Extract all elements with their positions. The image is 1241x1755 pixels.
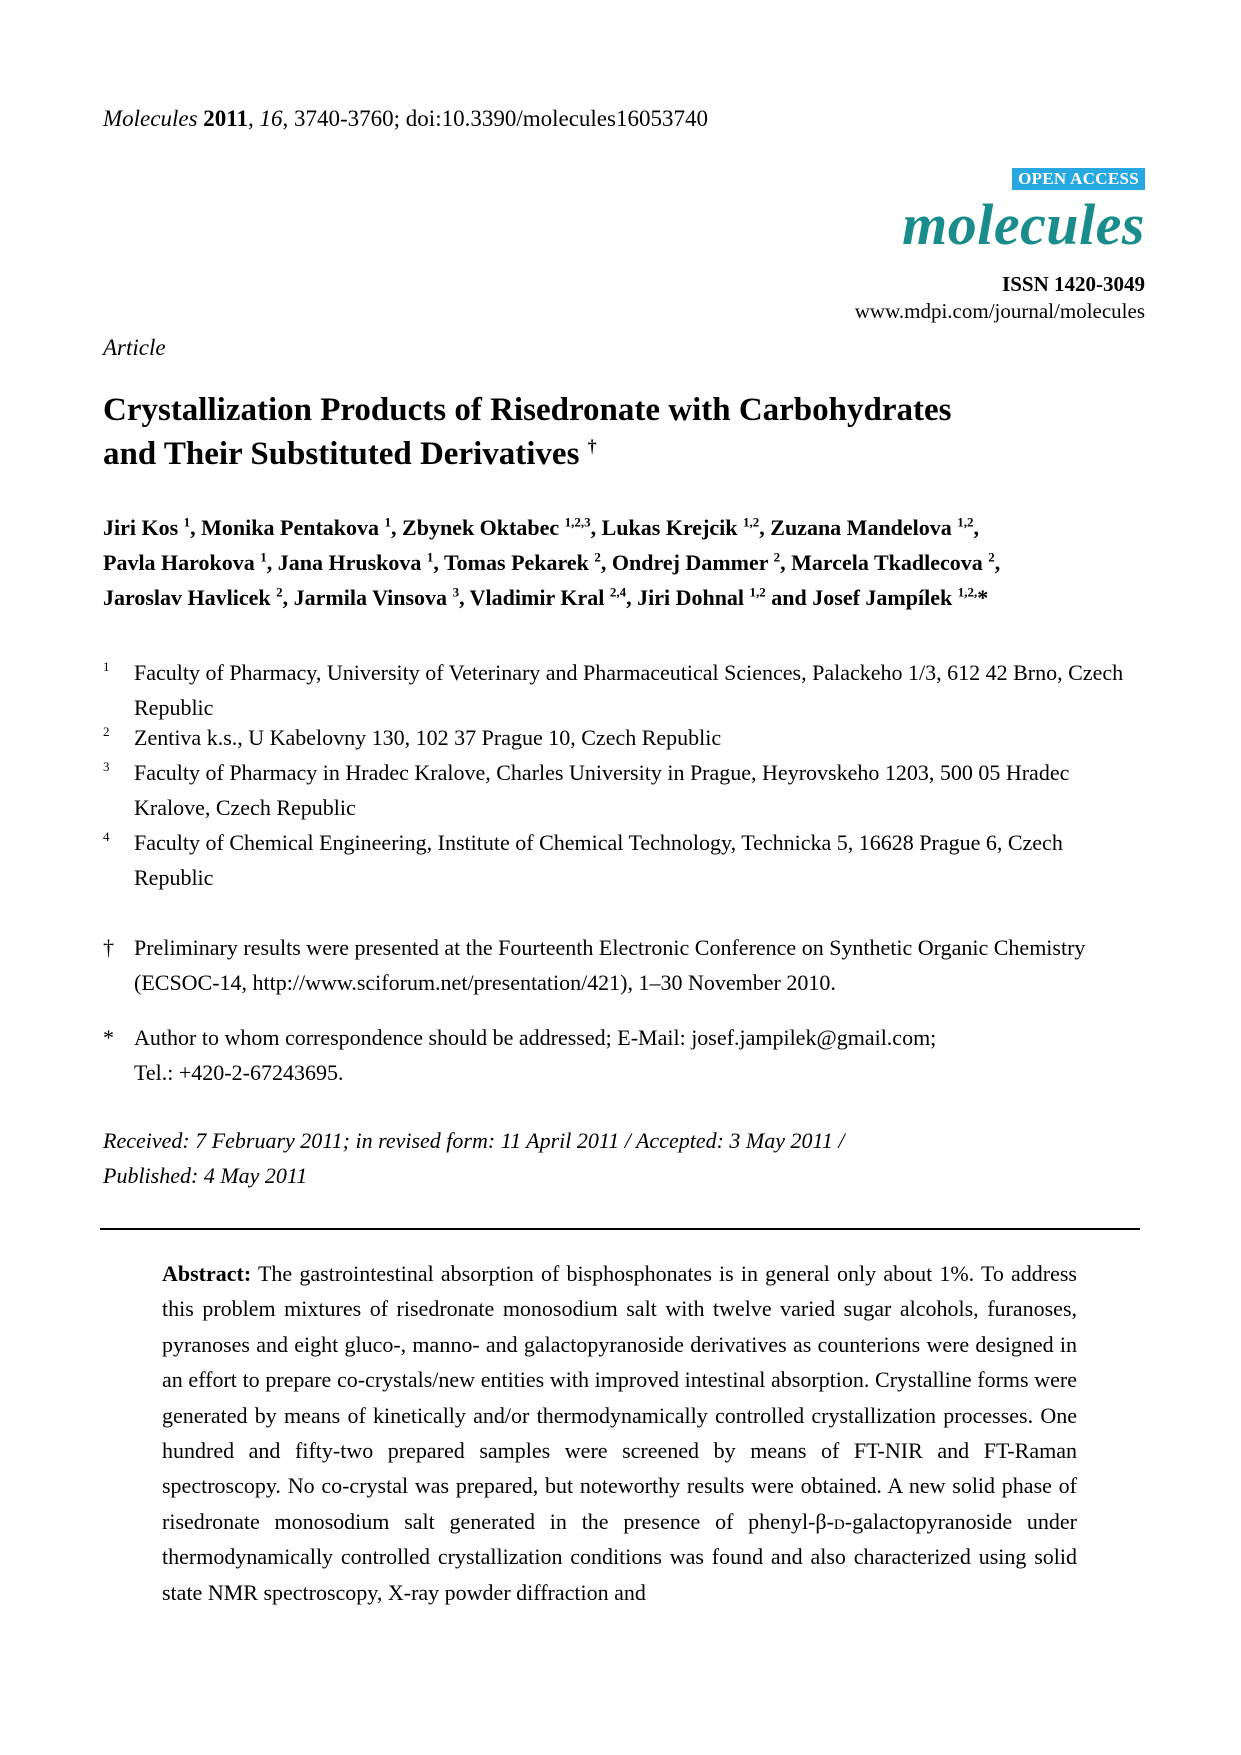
- affiliation-number: 3: [103, 759, 110, 774]
- abstract-small-caps: d: [833, 1508, 845, 1534]
- author-affiliation: 1,2: [957, 514, 974, 530]
- citation-rest: , 3740-3760; doi:10.3390/molecules16053740: [282, 106, 708, 131]
- author-affiliation: 2: [594, 549, 601, 565]
- author-list: Jiri Kos $^1$, Monika Pentakova $^1$, Zbynek Oktabec $^{1,2,3}$, Lukas Krejcik $^{1,2}$, Zuzana Mandelova $^{1,2}$, Pavla Harokova $^1$, Jana Hruskova $^1$, Tomas Pekarek $^2$, Ondrej Dammer $^2$, Marcela Tkadlecova $^2$, Jaroslav Havlicek $^2$, Jarmila Vinsova $^3$, Vladimir Kral $^{2,4}$, Jiri Dohnal $^{1,2}$ and Josef Jampílek $^{1,2,}$*: [103, 514, 1001, 610]
- affiliation-number: 2: [103, 724, 110, 739]
- corresponding-mark: *: [977, 585, 989, 610]
- author-name: Monika Pentakova: [201, 515, 385, 540]
- author-name: Jaroslav Havlicek: [103, 585, 277, 610]
- dates-line-2: Published: 4 May 2011: [103, 1163, 308, 1188]
- journal-logo: molecules: [902, 192, 1145, 257]
- authors-and: and: [765, 585, 813, 610]
- title-line-1: Crystallization Products of Risedronate with Carbohydrates: [103, 392, 952, 428]
- citation-volume: 16: [259, 106, 283, 131]
- title-footnote-mark: †: [587, 436, 597, 456]
- author-affiliation: 2: [773, 549, 781, 565]
- presentation-note-text: Preliminary results were presented at the Fourteenth Electronic Conference on Synthetic Organic Chemistry (ECSOC-14, http://www.sciforum.net/presentation/421), 1–30 November 2010.: [134, 935, 1086, 995]
- correspondence-text: [134, 1020, 1143, 1090]
- journal-url[interactable]: www.mdpi.com/journal/molecules: [854, 299, 1145, 323]
- abstract-text-2: -galactopyranoside under thermodynamically controlled crystallization conditions was found and also characterized using solid state NMR spectroscopy, X-ray powder diffraction and: [162, 1508, 1077, 1605]
- affiliation-2: [103, 720, 1143, 755]
- author-affiliation: 1: [260, 549, 267, 565]
- author-affiliation: 2: [988, 549, 995, 565]
- abstract: [162, 1256, 1077, 1610]
- author-name: Zbynek Oktabec: [402, 515, 565, 540]
- citation-line: Molecules 2011, 16, 3740-3760; doi:10.3390/molecules16053740: [103, 106, 708, 131]
- author-affiliation: 2: [276, 584, 283, 600]
- citation-year: 2011: [203, 106, 248, 131]
- author-name: Josef Jampílek: [812, 585, 958, 610]
- affiliation-text: Faculty of Pharmacy, University of Veterinary and Pharmaceutical Sciences, Palackeho 1/3, 612 42 Brno, Czech Republic: [134, 660, 1124, 720]
- affiliation-1: [103, 655, 1143, 725]
- asterisk-symbol: *: [103, 1025, 114, 1050]
- author-name: Marcela Tkadlecova: [791, 550, 989, 575]
- author-affiliation: 1: [426, 549, 434, 565]
- author-name: Lukas Krejcik: [601, 515, 744, 540]
- author-affiliation: 1,2: [749, 584, 766, 600]
- author-name: Ondrej Dammer: [611, 550, 774, 575]
- publication-dates: [103, 1123, 1143, 1193]
- open-access-badge: OPEN ACCESS: [1012, 168, 1145, 190]
- author-affiliation: 1,2,: [957, 584, 978, 600]
- presentation-note: [103, 930, 1143, 1000]
- author-name: Jarmila Vinsova: [293, 585, 453, 610]
- citation-journal: Molecules: [103, 106, 198, 131]
- correspondence-note: [103, 1020, 1143, 1090]
- abstract-text-1: The gastrointestinal absorption of bisphosphonates is in general only about 1%. To address this problem mixtures of risedronate monosodium salt with twelve varied sugar alcohols, furanoses, pyranoses and eight gluco-, manno- and galactopyranoside derivatives as counterions were designed in an effort to prepare co-crystals/new entities with improved intestinal absorption. Crystalline forms were generated by means of kinetically and/or thermodynamically controlled crystallization processes. One hundred and fifty-two prepared samples were screened by means of FT-NIR and FT-Raman spectroscopy. No co-crystal was prepared, but noteworthy results were obtained. A new solid phase of risedronate monosodium salt generated in the presence of phenyl-β-: [162, 1261, 1077, 1534]
- article-type: Article: [103, 335, 166, 360]
- author-name: Pavla Harokova: [103, 550, 261, 575]
- author-name: Jana Hruskova: [277, 550, 427, 575]
- affiliation-text: Faculty of Pharmacy in Hradec Kralove, Charles University in Prague, Heyrovskeho 1203, 500 05 Hradec Kralove, Czech Republic: [134, 760, 1070, 820]
- title-line-2: and Their Substituted Derivatives: [103, 436, 580, 472]
- author-affiliation: 1: [183, 514, 191, 530]
- dates-line-1: Received: 7 February 2011; in revised form: 11 April 2011 / Accepted: 3 May 2011 /: [103, 1128, 845, 1153]
- author-affiliation: 3: [452, 584, 460, 600]
- author-affiliation: 1,2,3: [564, 514, 591, 530]
- affiliation-number: 1: [103, 659, 110, 674]
- author-name: Tomas Pekarek: [444, 550, 595, 575]
- issn: ISSN 1420-3049: [1002, 272, 1145, 296]
- affiliation-number: 4: [103, 829, 110, 844]
- affiliation-text: Zentiva k.s., U Kabelovny 130, 102 37 Prague 10, Czech Republic: [134, 725, 722, 750]
- dagger-symbol: †: [103, 935, 114, 960]
- author-affiliation: 2,4: [609, 584, 627, 600]
- author-name: Zuzana Mandelova: [770, 515, 958, 540]
- section-divider: [100, 1228, 1140, 1230]
- affiliation-text: Faculty of Chemical Engineering, Institute of Chemical Technology, Technicka 5, 16628 Prague 6, Czech Republic: [134, 830, 1063, 890]
- author-name: Jiri Kos: [103, 515, 184, 540]
- affiliation-4: [103, 825, 1143, 895]
- author-affiliation: 1: [384, 514, 392, 530]
- paper-title: [103, 388, 1143, 476]
- affiliation-3: [103, 755, 1143, 825]
- correspondence-email-line: Author to whom correspondence should be addressed; E-Mail: josef.jampilek@gmail.com;: [134, 1025, 937, 1050]
- author-name: Jiri Dohnal: [637, 585, 750, 610]
- correspondence-tel: Tel.: +420-2-67243695.: [134, 1060, 344, 1085]
- author-name: Vladimir Kral: [469, 585, 610, 610]
- author-affiliation: 1,2: [743, 514, 760, 530]
- abstract-label: Abstract:: [162, 1261, 252, 1286]
